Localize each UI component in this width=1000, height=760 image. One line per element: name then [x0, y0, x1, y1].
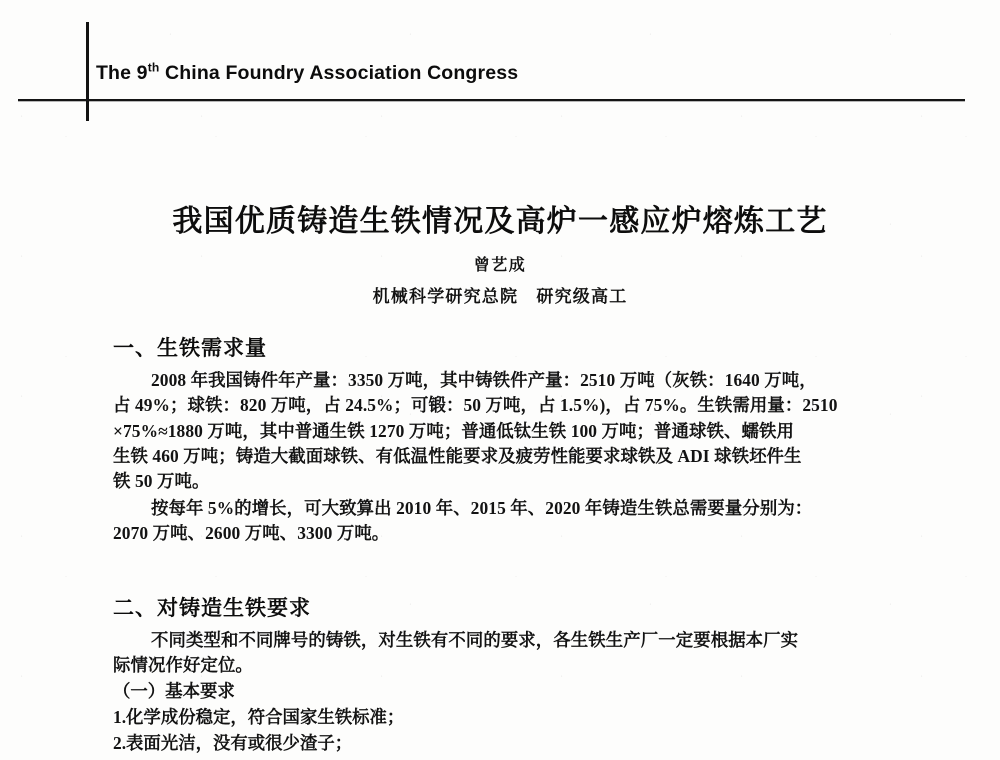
author-affiliation: 机械科学研究总院 研究级高工 — [372, 287, 628, 306]
paragraph-line: 铁 50 万吨。 — [113, 471, 210, 492]
page-title: 我国优质铸造生铁情况及高炉一感应炉熔炼工艺 — [172, 205, 828, 238]
running-header-text: China Foundry Association Congress — [159, 62, 519, 84]
section-2-paragraph-1 — [113, 628, 903, 679]
paragraph-line: 2008 年我国铸件年产量：3350 万吨，其中铸铁件产量：2510 万吨（灰铁：1640 万吨， — [151, 370, 817, 390]
list-item: 2.表面光洁，没有或很少渣子； — [113, 733, 353, 753]
running-header-prefix: The 9 — [96, 62, 148, 84]
section-1-paragraph-1 — [113, 368, 903, 494]
section-heading-2: 二、对铸造生铁要求 — [113, 597, 311, 620]
section-2-subheading: （一）基本要求 — [113, 681, 235, 701]
header-vertical-rule — [86, 22, 89, 121]
paragraph-line: 2070 万吨、2600 万吨、3300 万吨。 — [113, 523, 390, 544]
list-item: 1.化学成份稳定，符合国家生铁标准； — [113, 707, 405, 727]
paragraph-line: 按每年 5%的增长，可大致算出 2010 年、2015 年、2020 年铸造生铁总需要量分别为： — [151, 498, 813, 518]
section-heading-1: 一、生铁需求量 — [113, 337, 267, 360]
paragraph-line: 不同类型和不同牌号的铸铁，对生铁有不同的要求，各生铁生产厂一定要根据本厂实 — [151, 630, 799, 650]
section-1-paragraph-2 — [113, 496, 903, 547]
running-header — [96, 62, 518, 85]
header-horizontal-rule — [18, 99, 965, 101]
paragraph-line: 占 49%；球铁：820 万吨，占 24.5%；可锻：50 万吨，占 1.5%)，占 75%。生铁需用量：2510 — [113, 395, 838, 416]
author-name: 曾艺成 — [473, 257, 527, 274]
paragraph-line: ×75%≈1880 万吨，其中普通生铁 1270 万吨；普通低钛生铁 100 万吨；普通球铁、蠕铁用 — [113, 420, 794, 441]
paragraph-line: 生铁 460 万吨；铸造大截面球铁、有低温性能要求及疲劳性能要求球铁及 ADI 球铁坯件生 — [113, 445, 802, 466]
paragraph-line: 际情况作好定位。 — [113, 655, 253, 676]
running-header-ordinal-suffix: th — [147, 60, 160, 75]
